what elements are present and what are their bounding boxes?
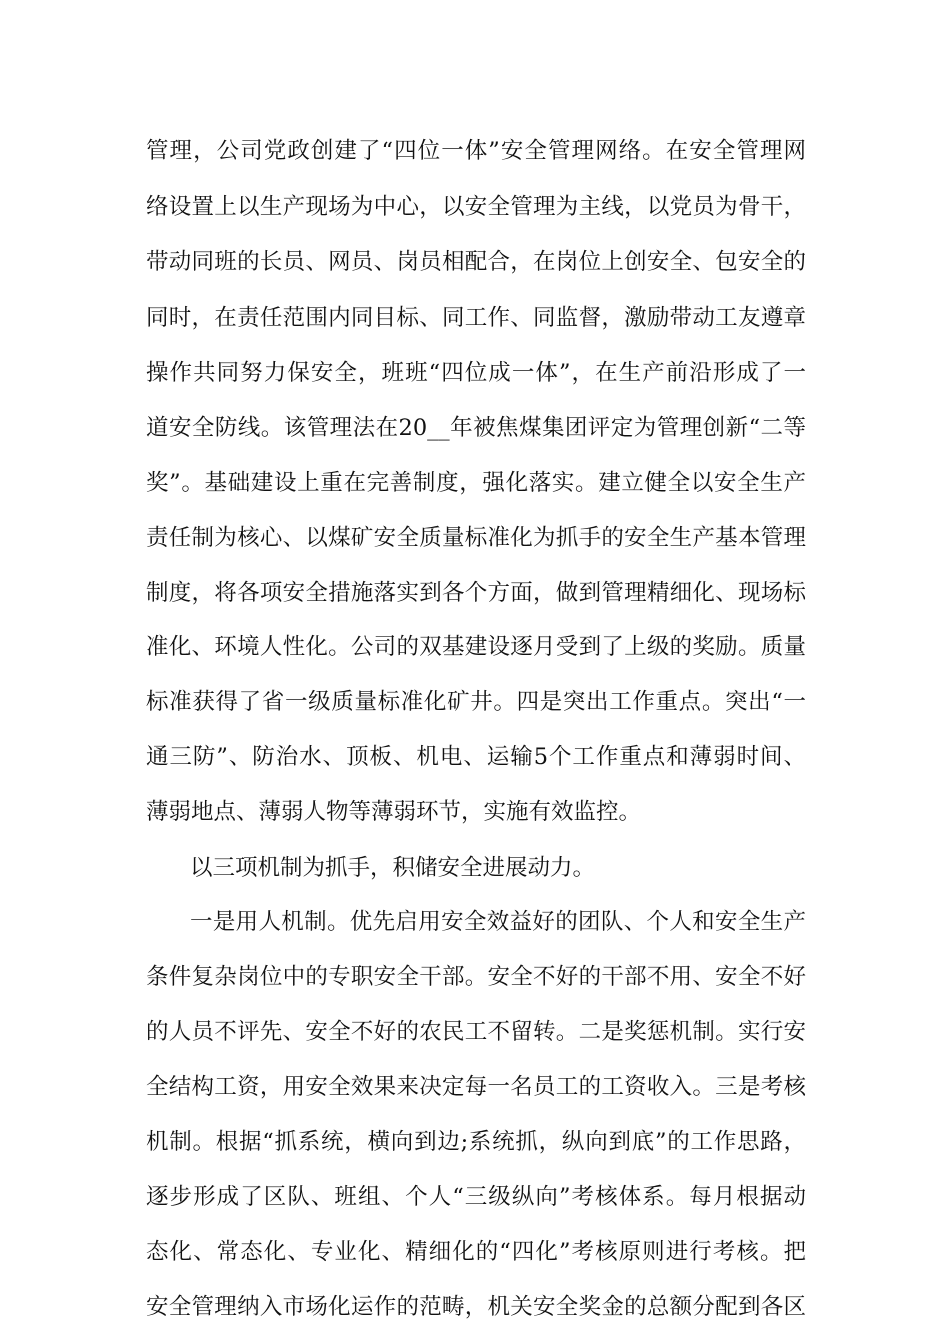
text-line: 标准获得了省一级质量标准化矿井。四是突出工作重点。突出“一	[146, 689, 806, 715]
text-line: 带动同班的长员、网员、岗员相配合，在岗位上创安全、包安全的	[146, 249, 806, 275]
text-line: 准化、环境人性化。公司的双基建设逐月受到了上级的奖励。质量	[146, 634, 806, 660]
text-line: 道安全防线。该管理法在20__年被焦煤集团评定为管理创新“二等	[146, 415, 806, 441]
section-heading: 以三项机制为抓手，积储安全进展动力。	[190, 855, 596, 881]
text-line: 责任制为核心、以煤矿安全质量标准化为抓手的安全生产基本管理	[146, 525, 806, 551]
paragraph-end-line: 薄弱地点、薄弱人物等薄弱环节，实施有效监控。	[146, 799, 642, 825]
text-line: 安全管理纳入市场化运作的范畴，机关安全奖金的总额分配到各区	[146, 1294, 806, 1320]
paragraph-first-line: 一是用人机制。优先启用安全效益好的团队、个人和安全生产	[190, 909, 806, 935]
text-line: 操作共同努力保安全，班班“四位成一体”，在生产前沿形成了一	[146, 360, 806, 386]
text-line: 条件复杂岗位中的专职安全干部。安全不好的干部不用、安全不好	[146, 964, 806, 990]
text-line: 奖”。基础建设上重在完善制度，强化落实。建立健全以安全生产	[146, 470, 806, 496]
text-line: 逐步形成了区队、班组、个人“三级纵向”考核体系。每月根据动	[146, 1184, 806, 1210]
text-line: 机制。根据“抓系统，横向到边;系统抓，纵向到底”的工作思路，	[146, 1129, 806, 1155]
text-line: 制度，将各项安全措施落实到各个方面，做到管理精细化、现场标	[146, 580, 806, 606]
text-line: 态化、常态化、专业化、精细化的“四化”考核原则进行考核。把	[146, 1239, 806, 1265]
text-line: 的人员不评先、安全不好的农民工不留转。二是奖惩机制。实行安	[146, 1019, 806, 1045]
text-line: 管理，公司党政创建了“四位一体”安全管理网络。在安全管理网	[146, 138, 806, 164]
text-line: 络设置上以生产现场为中心，以安全管理为主线，以党员为骨干，	[146, 194, 806, 220]
text-line: 同时，在责任范围内同目标、同工作、同监督，激励带动工友遵章	[146, 305, 806, 331]
text-line: 通三防”、防治水、顶板、机电、运输5个工作重点和薄弱时间、	[146, 744, 806, 770]
text-line: 全结构工资，用安全效果来决定每一名员工的工资收入。三是考核	[146, 1074, 806, 1100]
